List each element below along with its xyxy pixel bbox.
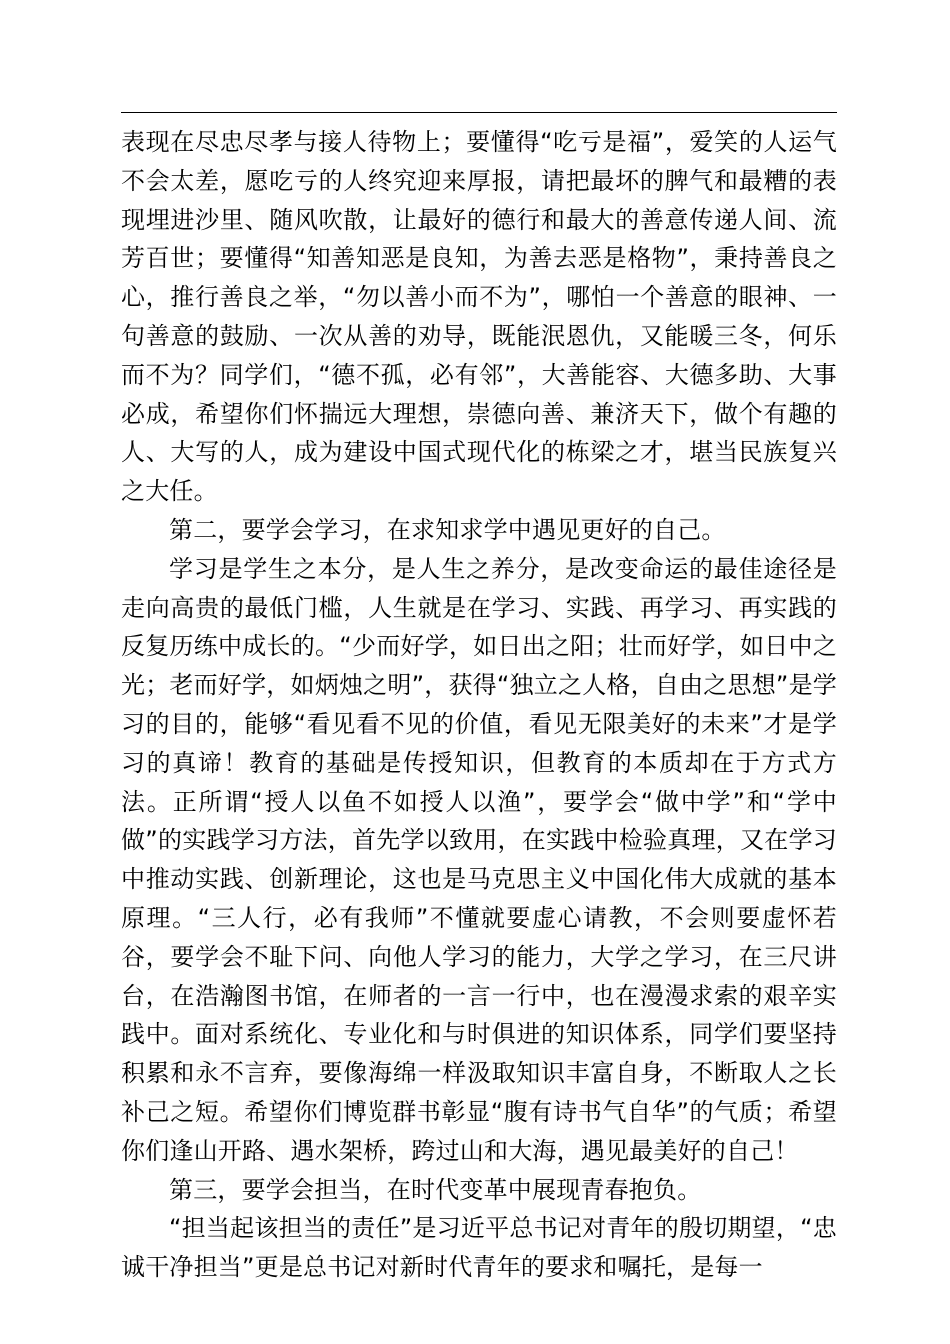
document-body xyxy=(121,123,837,1287)
section-heading-three: 第三，要学会担当，在时代变革中展现青春抱负。 xyxy=(169,1175,702,1204)
paragraph-study: 学习是学生之本分，是人生之养分，是改变命运的最佳途径是走向高贵的最低门槛，人生就是在学习、实践、再学习、再实践的反复历练中成长的。“少而好学，如日出之阳；壮而好学，如日中之光；老而好学，如炳烛之明”，获得“独立之人格，自由之思想”是学习的目的，能够“看见看不见的价值，看见无限美好的未来”才是学习的真谛！教育的基础是传授知识，但教育的本质却在于方式方法。正所谓“授人以鱼不如授人以渔”，要学会“做中学”和“学中做”的实践学习方法，首先学以致用，在实践中检验真理，又在学习中推动实践、创新理论，这也是马克思主义中国化伟大成就的基本原理。“三人行，必有我师”不懂就要虚心请教，不会则要虚怀若谷，要学会不耻下问、向他人学习的能力，大学之学习，在三尺讲台，在浩瀚图书馆，在师者的一言一行中，也在漫漫求索的艰辛实践中。面对系统化、专业化和与时俱进的知识体系，同学们要坚持积累和永不言弃，要像海绵一样汲取知识丰富自身，不断取人之长补己之短。希望你们博览群书彰显“腹有诗书气自华”的气质；希望你们逢山开路、遇水架桥，跨过山和大海，遇见最美好的自己！ xyxy=(121,554,837,1165)
header-rule xyxy=(121,112,837,113)
paragraph-responsibility: “担当起该担当的责任”是习近平总书记对青年的殷切期望，“忠诚干净担当”更是总书记对新时代青年的要求和嘱托，是每一 xyxy=(121,1214,837,1282)
section-heading-two: 第二，要学会学习，在求知求学中遇见更好的自己。 xyxy=(169,515,726,544)
paragraph-continuation: 表现在尽忠尽孝与接人待物上；要懂得“吃亏是福”，爱笑的人运气不会太差，愿吃亏的人终究迎来厚报，请把最坏的脾气和最糟的表现埋进沙里、随风吹散，让最好的德行和最大的善意传递人间、流芳百世；要懂得“知善知恶是良知，为善去恶是格物”，秉持善良之心，推行善良之举，“勿以善小而不为”，哪怕一个善意的眼神、一句善意的鼓励、一次从善的劝导，既能泯恩仇，又能暖三冬，何乐而不为？同学们，“德不孤，必有邻”，大善能容、大德多助、大事必成，希望你们怀揣远大理想，崇德向善、兼济天下，做个有趣的人、大写的人，成为建设中国式现代化的栋梁之才，堪当民族复兴之大任。 xyxy=(121,128,837,506)
